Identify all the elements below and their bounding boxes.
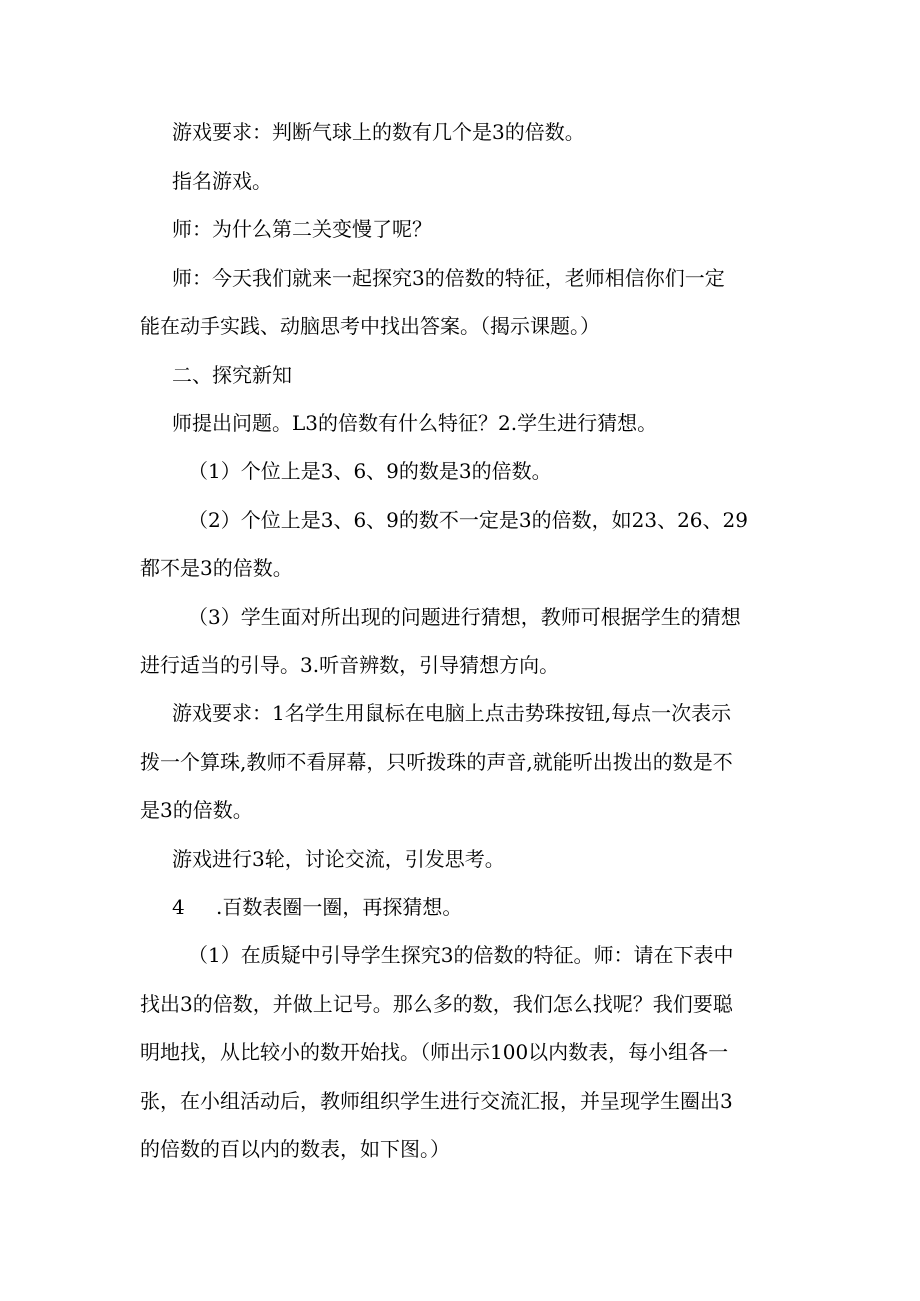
text-line: 游戏要求：1名学生用鼠标在电脑上点击势珠按钮,每点一次表示 bbox=[172, 701, 732, 725]
text-line: 是3的倍数。 bbox=[140, 798, 253, 822]
list-number: 4 bbox=[172, 895, 185, 919]
text-line: （2）个位上是3、6、9的数不一定是3的倍数，如23、26、29 bbox=[188, 508, 748, 532]
text-line: （1）个位上是3、6、9的数是3的倍数。 bbox=[188, 459, 552, 483]
text-line: .百数表圈一圈，再探猜想。 bbox=[216, 895, 463, 919]
text-line: 进行适当的引导。3.听音辨数，引导猜想方向。 bbox=[140, 653, 560, 677]
text-line: 能在动手实践、动脑思考中找出答案。（揭示课题。） bbox=[140, 314, 600, 338]
text-line: 找出3的倍数，并做上记号。那么多的数，我们怎么找呢？我们要聪 bbox=[140, 992, 733, 1016]
text-line: 明地找，从比较小的数开始找。（师出示100以内数表，每小组各一 bbox=[140, 1040, 729, 1064]
section-heading: 二、探究新知 bbox=[172, 363, 292, 387]
text-line: 指名游戏。 bbox=[172, 169, 272, 193]
text-line: 拨一个算珠,教师不看屏幕，只听拨珠的声音,就能听出拨出的数是不 bbox=[140, 750, 733, 774]
text-line: 游戏要求：判断气球上的数有几个是3的倍数。 bbox=[172, 120, 585, 144]
text-line: 游戏进行3轮，讨论交流，引发思考。 bbox=[172, 847, 505, 871]
text-line: （1）在质疑中引导学生探究3的倍数的特征。师：请在下表中 bbox=[188, 943, 734, 967]
text-line: 师：为什么第二关变慢了呢？ bbox=[172, 217, 432, 241]
text-line: 都不是3的倍数。 bbox=[140, 556, 293, 580]
text-line: （3）学生面对所出现的问题进行猜想，教师可根据学生的猜想 bbox=[188, 605, 741, 629]
text-line: 的倍数的百以内的数表，如下图。） bbox=[140, 1137, 450, 1161]
text-line: 张，在小组活动后，教师组织学生进行交流汇报，并呈现学生圈出3 bbox=[140, 1089, 733, 1113]
text-line: 师：今天我们就来一起探究3的倍数的特征，老师相信你们一定 bbox=[172, 266, 725, 290]
text-line: 师提出问题。L3的倍数有什么特征？2.学生进行猜想。 bbox=[172, 411, 658, 435]
